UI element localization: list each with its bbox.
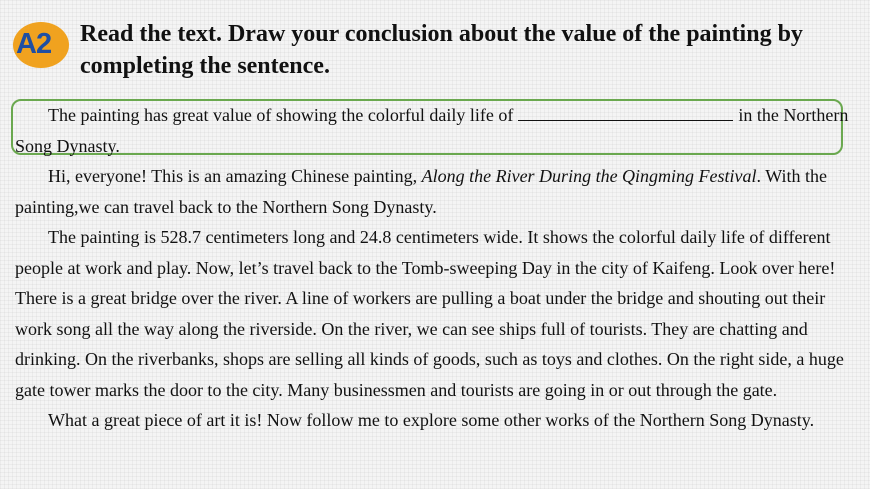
task-sentence-start: The painting has great value of showing the colorful daily life of [48, 105, 514, 125]
painting-title: Along the River During the Qingming Festival [421, 166, 757, 186]
task-sentence [15, 100, 855, 161]
paragraph-1-rest: . With the painting,we can travel back to the Northern Song Dynasty. [15, 166, 827, 217]
task-sentence-end: in the Northern Song Dynasty. [15, 105, 849, 156]
answer-blank[interactable] [518, 104, 733, 121]
exercise-badge-label: A2 [16, 28, 52, 60]
passage-paragraph-1 [15, 161, 855, 222]
passage-paragraph-2: The painting is 528.7 centimeters long and 24.8 centimeters wide. It shows the colorful daily life of different people at work and play. Now, let’s travel back to the Tomb-sweeping Day in the city of Kaifeng. Look over here! There is a great bridge over the river. A line of workers are pulling a boat under the bridge and shouting out their work song all the way along the riverside. On the river, we can see ships full of tourists. They are chatting and drinking. On the riverbanks, shops are selling all kinds of goods, such as toys and clothes. On the right side, a huge gate tower marks the door to the city. Many businessmen and tourists are going in or out through the gate. [15, 227, 844, 400]
paragraph-1-intro: Hi, everyone! This is an amazing Chinese painting, [48, 166, 418, 186]
exercise-badge [13, 22, 69, 68]
reading-text [15, 100, 855, 436]
instruction-heading: Read the text. Draw your conclusion about the value of the painting by completing the sentence. [80, 21, 803, 79]
passage-paragraph-3: What a great piece of art it is! Now follow me to explore some other works of the Northern Song Dynasty. [48, 410, 815, 430]
